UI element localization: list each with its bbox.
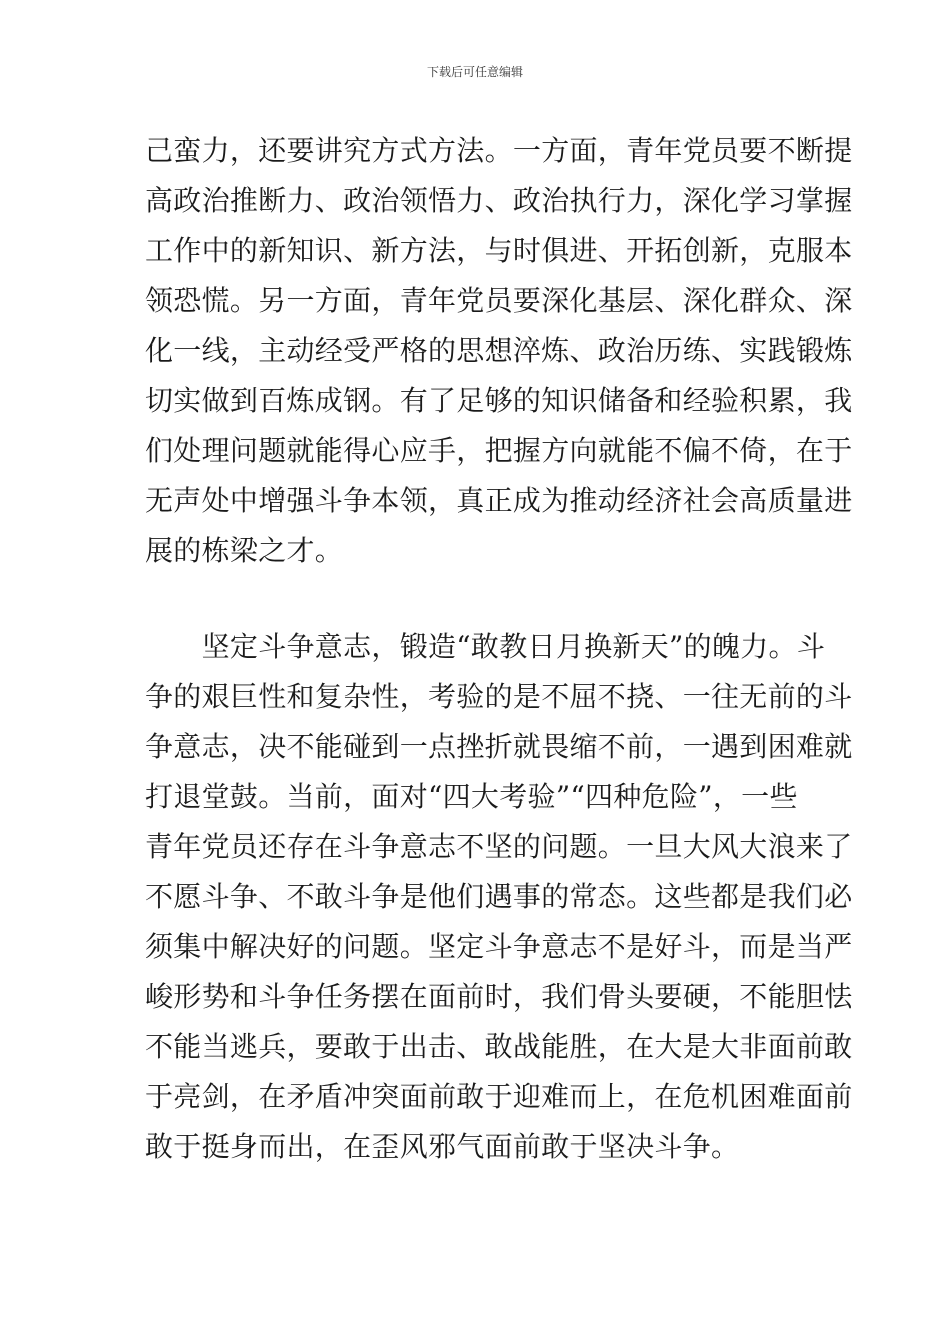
text-line: 于亮剑，在矛盾冲突面前敢于迎难而上，在危机困难面前	[145, 1080, 853, 1113]
text-line: 敢于挺身而出，在歪风邪气面前敢于坚决斗争。	[145, 1130, 740, 1163]
text-line: 须集中解决好的问题。坚定斗争意志不是好斗，而是当严	[145, 930, 853, 963]
paragraph-2	[145, 622, 853, 1172]
page-header-note: 下载后可任意编辑	[426, 65, 523, 79]
text-line: 们处理问题就能得心应手，把握方向就能不偏不倚，在于	[145, 434, 853, 467]
text-line: 工作中的新知识、新方法，与时俱进、开拓创新，克服本	[145, 234, 853, 267]
text-line: 展的栋梁之才。	[145, 534, 344, 567]
text-line: 争的艰巨性和复杂性，考验的是不屈不挠、一往无前的斗	[145, 680, 853, 713]
text-line: 不能当逃兵，要敢于出击、敢战能胜，在大是大非面前敢	[145, 1030, 853, 1063]
text-line: 坚定斗争意志，锻造“敢教日月换新天”的魄力。斗	[145, 630, 826, 663]
text-line: 领恐慌。另一方面，青年党员要深化基层、深化群众、深	[145, 284, 853, 317]
paragraph-1	[145, 126, 853, 576]
text-line: 高政治推断力、政治领悟力、政治执行力，深化学习掌握	[145, 184, 853, 217]
text-line: 无声处中增强斗争本领，真正成为推动经济社会高质量进	[145, 484, 853, 517]
text-line: 不愿斗争、不敢斗争是他们遇事的常态。这些都是我们必	[145, 880, 853, 913]
text-line: 争意志，决不能碰到一点挫折就畏缩不前，一遇到困难就	[145, 730, 853, 763]
text-line: 峻形势和斗争任务摆在面前时，我们骨头要硬，不能胆怯	[145, 980, 853, 1013]
text-line: 切实做到百炼成钢。有了足够的知识储备和经验积累，我	[145, 384, 853, 417]
text-line: 化一线，主动经受严格的思想淬炼、政治历练、实践锻炼	[145, 334, 853, 367]
text-line: 青年党员还存在斗争意志不坚的问题。一旦大风大浪来了	[145, 830, 853, 863]
text-line: 打退堂鼓。当前，面对“四大考验”“四种危险”，一些	[145, 780, 798, 813]
text-line: 己蛮力，还要讲究方式方法。一方面，青年党员要不断提	[145, 134, 853, 167]
